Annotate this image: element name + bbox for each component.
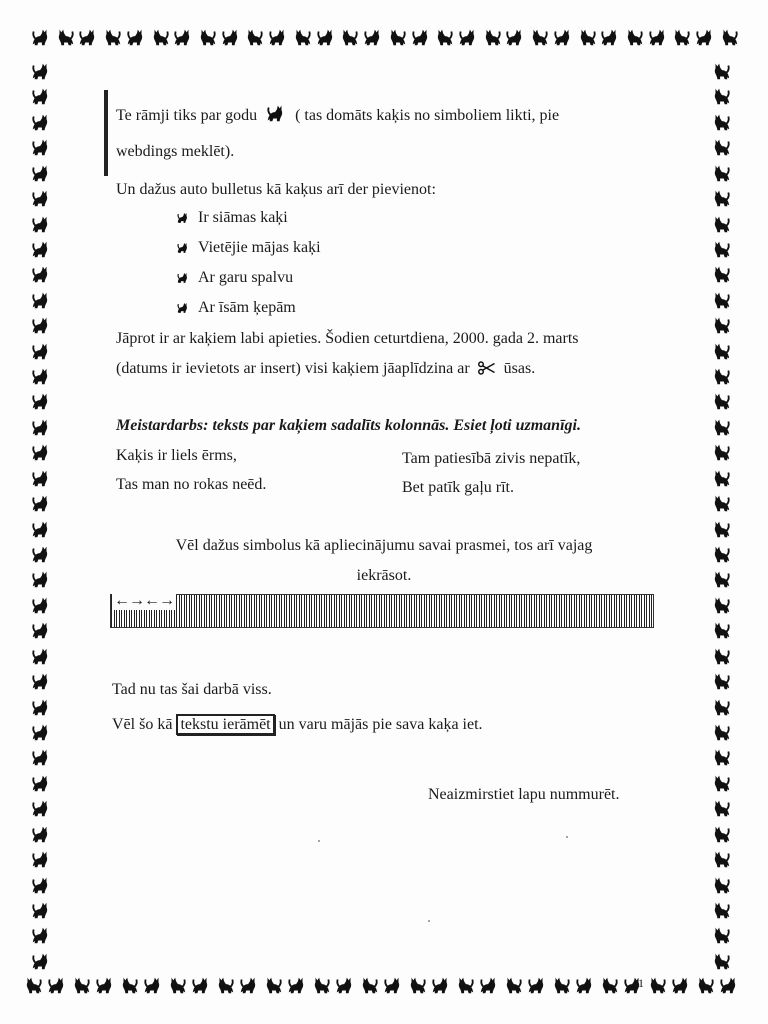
cat-icon <box>30 314 52 336</box>
cat-icon <box>30 187 52 209</box>
cat-icon <box>30 289 52 311</box>
cat-icon <box>710 213 732 235</box>
border-right <box>710 60 736 972</box>
cat-icon <box>710 823 732 845</box>
bullet-item <box>176 299 296 317</box>
closing-text-a: Vēl šo kā <box>112 716 173 733</box>
cat-icon <box>30 26 52 48</box>
cat-icon <box>77 26 99 48</box>
scan-speck <box>428 920 430 922</box>
cat-icon <box>710 263 732 285</box>
cat-icon <box>30 924 52 946</box>
column-left-line-1: Kaķis ir liels ērms, <box>116 447 237 464</box>
cat-icon <box>362 26 384 48</box>
cat-icon <box>30 263 52 285</box>
cat-icon <box>710 696 732 718</box>
cat-icon <box>30 848 52 870</box>
cat-icon <box>710 390 732 412</box>
cat-bullet-icon <box>176 240 190 254</box>
cat-icon <box>30 721 52 743</box>
cat-icon <box>710 543 732 565</box>
cat-icon <box>710 162 732 184</box>
cat-icon <box>710 797 732 819</box>
cat-icon <box>647 26 669 48</box>
cat-icon <box>315 26 337 48</box>
cat-icon <box>101 26 123 48</box>
cat-icon <box>30 162 52 184</box>
cat-icon <box>576 26 598 48</box>
cat-icon <box>30 111 52 133</box>
cat-icon <box>310 974 332 996</box>
cat-icon <box>481 26 503 48</box>
paragraph-2-intro: Un dažus auto bulletus kā kaķus arī der pievienot: <box>116 181 436 198</box>
column-right-line-2: Bet patīk gaļu rīt. <box>402 479 514 496</box>
cat-icon <box>710 874 732 896</box>
section-title: Meistardarbs: teksts par kaķiem sadalīts kolonnās. Esiet ļoti uzmanīgi. <box>116 417 581 434</box>
cat-icon <box>623 26 645 48</box>
cat-icon <box>243 26 265 48</box>
cat-icon <box>382 974 404 996</box>
cat-icon <box>710 340 732 362</box>
scan-speck <box>566 836 568 838</box>
cat-icon <box>710 467 732 489</box>
cat-icon <box>710 594 732 616</box>
left-margin-bar <box>104 90 108 176</box>
footer-note: Neaizmirstiet lapu nummurēt. <box>428 786 620 803</box>
page-number: 1 <box>638 976 644 990</box>
cat-icon <box>30 645 52 667</box>
cat-icon <box>267 26 289 48</box>
cat-icon <box>710 416 732 438</box>
cat-icon <box>70 974 92 996</box>
cat-icon <box>599 26 621 48</box>
cat-icon <box>694 974 716 996</box>
cat-icon <box>30 619 52 641</box>
cat-icon <box>433 26 455 48</box>
arrow-symbols: ←→←→ <box>114 592 174 609</box>
cat-icon <box>30 797 52 819</box>
cat-icon <box>30 441 52 463</box>
column-left-line-2: Tas man no rokas neēd. <box>116 476 267 493</box>
cat-icon <box>166 974 188 996</box>
cat-bullet-icon <box>176 300 190 314</box>
cat-icon <box>30 238 52 260</box>
cat-icon <box>265 102 287 124</box>
cat-icon <box>22 974 44 996</box>
cat-icon <box>190 974 212 996</box>
cat-icon <box>406 974 428 996</box>
cat-icon <box>552 26 574 48</box>
cat-icon <box>338 26 360 48</box>
cat-icon <box>125 26 147 48</box>
column-right-line-1: Tam patiesībā zivis nepatīk, <box>402 450 581 467</box>
cat-icon <box>710 492 732 514</box>
closing-line-1: Tad nu tas šai darbā viss. <box>112 681 272 698</box>
cat-icon <box>30 950 52 972</box>
cat-icon <box>30 696 52 718</box>
cat-icon <box>457 26 479 48</box>
cat-icon <box>710 60 732 82</box>
cat-icon <box>478 974 500 996</box>
bullet-item <box>176 269 293 287</box>
cat-icon <box>574 974 596 996</box>
cat-icon <box>502 974 524 996</box>
bullet-item <box>176 239 321 257</box>
cat-icon <box>710 848 732 870</box>
cat-icon <box>504 26 526 48</box>
paragraph-3-line-2 <box>116 360 535 378</box>
cat-icon <box>149 26 171 48</box>
cat-icon <box>718 974 740 996</box>
cat-icon <box>386 26 408 48</box>
cat-icon <box>710 441 732 463</box>
bullet-label: Ar īsām ķepām <box>198 299 296 316</box>
paragraph-1-text-b: ( tas domāts kaķis no simboliem likti, pie <box>295 107 560 124</box>
cat-icon <box>334 974 356 996</box>
cat-icon <box>30 899 52 921</box>
cat-icon <box>694 26 716 48</box>
cat-icon <box>54 26 76 48</box>
closing-text-b: un varu mājās pie sava kaķa iet. <box>278 716 483 733</box>
cat-icon <box>30 213 52 235</box>
cat-icon <box>710 365 732 387</box>
cat-icon <box>30 416 52 438</box>
cat-icon <box>30 518 52 540</box>
cat-icon <box>718 26 740 48</box>
cat-icon <box>30 136 52 158</box>
cat-icon <box>710 772 732 794</box>
framed-text: tekstu ierāmēt <box>176 714 274 735</box>
cat-icon <box>646 974 668 996</box>
paragraph-3-text-a: (datums ir ievietots ar insert) visi kaķiem jāaplīdzina ar <box>116 360 470 377</box>
cat-icon <box>30 746 52 768</box>
cat-icon <box>670 974 692 996</box>
bullet-label: Vietējie mājas kaķi <box>198 239 321 256</box>
scan-speck <box>318 840 320 842</box>
cat-icon <box>46 974 68 996</box>
cat-icon <box>30 365 52 387</box>
cat-bullet-icon <box>176 210 190 224</box>
centered-line-2: iekrāsot. <box>356 567 412 584</box>
cat-icon <box>710 721 732 743</box>
cat-icon <box>710 619 732 641</box>
cat-icon <box>710 187 732 209</box>
cat-icon <box>196 26 218 48</box>
cat-icon <box>710 746 732 768</box>
scissors-icon <box>478 361 496 375</box>
cat-bullet-icon <box>176 270 190 284</box>
cat-icon <box>118 974 140 996</box>
cat-icon <box>710 645 732 667</box>
cat-icon <box>30 340 52 362</box>
centered-line-1: Vēl dažus simbolus kā apliecinājumu savai prasmei, tos arī vajag <box>175 537 593 554</box>
cat-icon <box>214 974 236 996</box>
cat-icon <box>710 289 732 311</box>
cat-icon <box>430 974 452 996</box>
symbol-strip <box>110 594 654 628</box>
cat-icon <box>30 670 52 692</box>
border-bottom <box>22 974 740 1004</box>
cat-icon <box>710 111 732 133</box>
border-left <box>30 60 56 972</box>
cat-icon <box>94 974 116 996</box>
cat-icon <box>710 670 732 692</box>
cat-icon <box>220 26 242 48</box>
cat-icon <box>710 85 732 107</box>
paragraph-3-line-1: Jāprot ir ar kaķiem labi apieties. Šodien ceturtdiena, 2000. gada 2. marts <box>116 330 579 347</box>
cat-icon <box>291 26 313 48</box>
cat-icon <box>30 85 52 107</box>
cat-icon <box>30 543 52 565</box>
paragraph-1-text-a: Te rāmji tiks par godu <box>116 107 258 124</box>
cat-icon <box>710 924 732 946</box>
cat-icon <box>670 26 692 48</box>
cat-icon <box>528 26 550 48</box>
cat-icon <box>30 492 52 514</box>
cat-icon <box>30 874 52 896</box>
cat-icon <box>550 974 572 996</box>
cat-icon <box>30 772 52 794</box>
paragraph-1-line-2: webdings meklēt). <box>116 143 235 160</box>
cat-icon <box>454 974 476 996</box>
cat-icon <box>598 974 620 996</box>
cat-icon <box>710 568 732 590</box>
cat-icon <box>30 594 52 616</box>
bullet-label: Ar garu spalvu <box>198 269 294 286</box>
cat-icon <box>172 26 194 48</box>
cat-icon <box>142 974 164 996</box>
cat-icon <box>410 26 432 48</box>
cat-icon <box>710 899 732 921</box>
cat-icon <box>358 974 380 996</box>
cat-icon <box>526 974 548 996</box>
paragraph-3-text-b: ūsas. <box>503 360 536 377</box>
cat-icon <box>30 60 52 82</box>
cat-icon <box>710 314 732 336</box>
cat-icon <box>710 950 732 972</box>
cat-icon <box>238 974 260 996</box>
paragraph-1-line-1 <box>116 102 559 125</box>
border-top <box>30 26 740 54</box>
cat-icon <box>30 467 52 489</box>
cat-icon <box>30 568 52 590</box>
closing-line-2 <box>112 716 483 734</box>
cat-icon <box>30 390 52 412</box>
bullet-item <box>176 209 288 227</box>
cat-icon <box>30 823 52 845</box>
cat-icon <box>262 974 284 996</box>
cat-icon <box>710 238 732 260</box>
bullet-label: Ir siāmas kaķi <box>198 209 288 226</box>
cat-icon <box>710 136 732 158</box>
cat-icon <box>710 518 732 540</box>
cat-icon <box>286 974 308 996</box>
